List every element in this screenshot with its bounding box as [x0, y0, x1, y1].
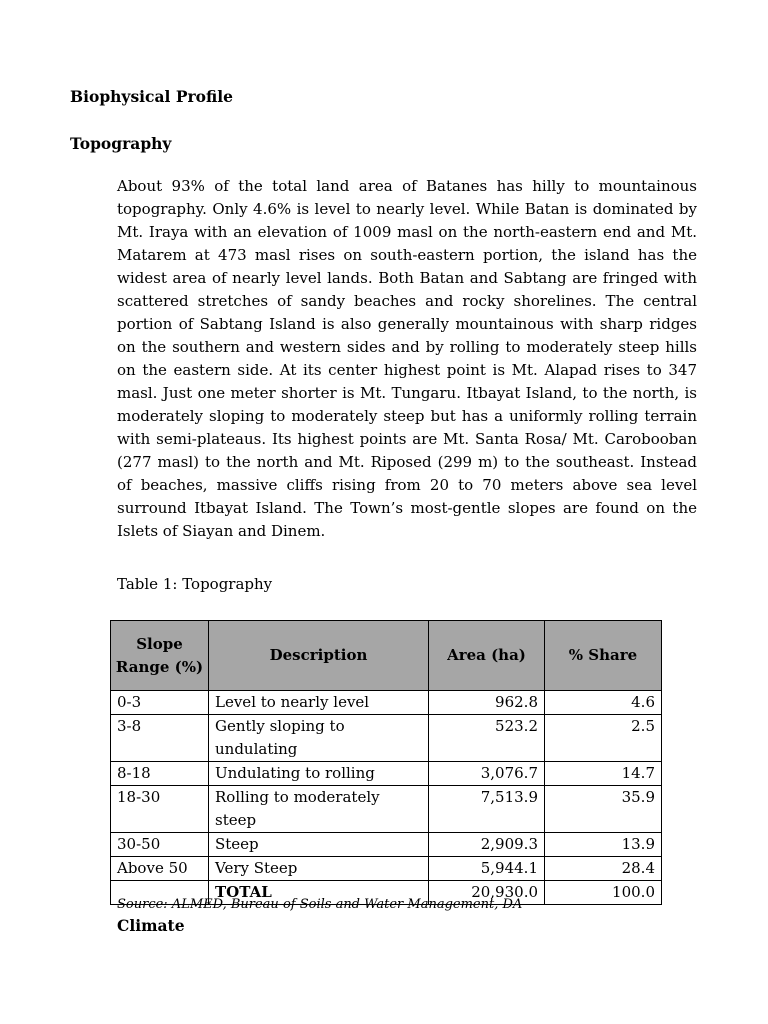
header-area: Area (ha): [429, 621, 545, 691]
cell-slope: 18-30: [111, 786, 209, 833]
cell-slope: 8-18: [111, 762, 209, 786]
table-row: [111, 715, 662, 762]
cell-area: 962.8: [429, 691, 545, 715]
cell-area: 5,944.1: [429, 857, 545, 881]
table-row: [111, 833, 662, 857]
table-row: [111, 691, 662, 715]
cell-description: Rolling to moderately steep: [209, 786, 429, 833]
cell-description: Very Steep: [209, 857, 429, 881]
cell-description: Gently sloping to undulating: [209, 715, 429, 762]
table-caption: Table 1: Topography: [117, 575, 273, 593]
topography-table: [110, 620, 662, 905]
cell-share: 28.4: [545, 857, 662, 881]
section-title: Biophysical Profile: [70, 87, 233, 106]
cell-description: Level to nearly level: [209, 691, 429, 715]
cell-area: 2,909.3: [429, 833, 545, 857]
table-row: [111, 762, 662, 786]
cell-slope: 0-3: [111, 691, 209, 715]
header-slope-range: Slope Range (%): [111, 621, 209, 691]
cell-area: 7,513.9: [429, 786, 545, 833]
cell-description: Undulating to rolling: [209, 762, 429, 786]
cell-slope: 30-50: [111, 833, 209, 857]
cell-total-label: TOTAL: [209, 881, 429, 905]
cell-share: 4.6: [545, 691, 662, 715]
header-share: % Share: [545, 621, 662, 691]
header-description: Description: [209, 621, 429, 691]
cell-share: 35.9: [545, 786, 662, 833]
cell-slope: Above 50: [111, 857, 209, 881]
table-source: Source: ALMED, Bureau of Soils and Water Management, DA: [117, 897, 523, 912]
topography-paragraph: About 93% of the total land area of Batanes has hilly to mountainous topography. Only 4.6% is level to nearly level. While Batan is dominated by Mt. Iraya with an elevation of 1009 masl on the north-eastern end and Mt. Matarem at 473 masl rises on south-eastern portion, the island has the widest area of nearly level lands. Both Batan and Sabtang are fringed with scattered stretches of sandy beaches and rocky shorelines. The central portion of Sabtang Island is also generally mountainous with sharp ridges on the southern and western sides and by rolling to moderately steep hills on the eastern side. At its center highest point is Mt. Alapad rises to 347 masl. Just one meter shorter is Mt. Tungaru. Itbayat Island, to the north, is moderately sloping to moderately steep but has a uniformly rolling terrain with semi-plateaus. Its highest points are Mt. Santa Rosa/ Mt. Carobooban (277 masl) to the north and Mt. Riposed (299 m) to the southeast. Instead of beaches, massive cliffs rising from 20 to 70 meters above sea level surround Itbayat Island. The Town’s most-gentle slopes are found on the Islets of Siayan and Dinem.: [117, 177, 697, 540]
cell-slope: 3-8: [111, 715, 209, 762]
cell-share: 13.9: [545, 833, 662, 857]
table-row: [111, 857, 662, 881]
cell-share: 14.7: [545, 762, 662, 786]
cell-area: 3,076.7: [429, 762, 545, 786]
subsection-title: Topography: [70, 134, 172, 153]
cell-share: 2.5: [545, 715, 662, 762]
table-header-row: [111, 621, 662, 691]
cell-description: Steep: [209, 833, 429, 857]
cell-total-share: 100.0: [545, 881, 662, 905]
cell-area: 523.2: [429, 715, 545, 762]
cell-total-area: 20,930.0: [429, 881, 545, 905]
table-row: [111, 786, 662, 833]
climate-heading: Climate: [117, 916, 185, 935]
